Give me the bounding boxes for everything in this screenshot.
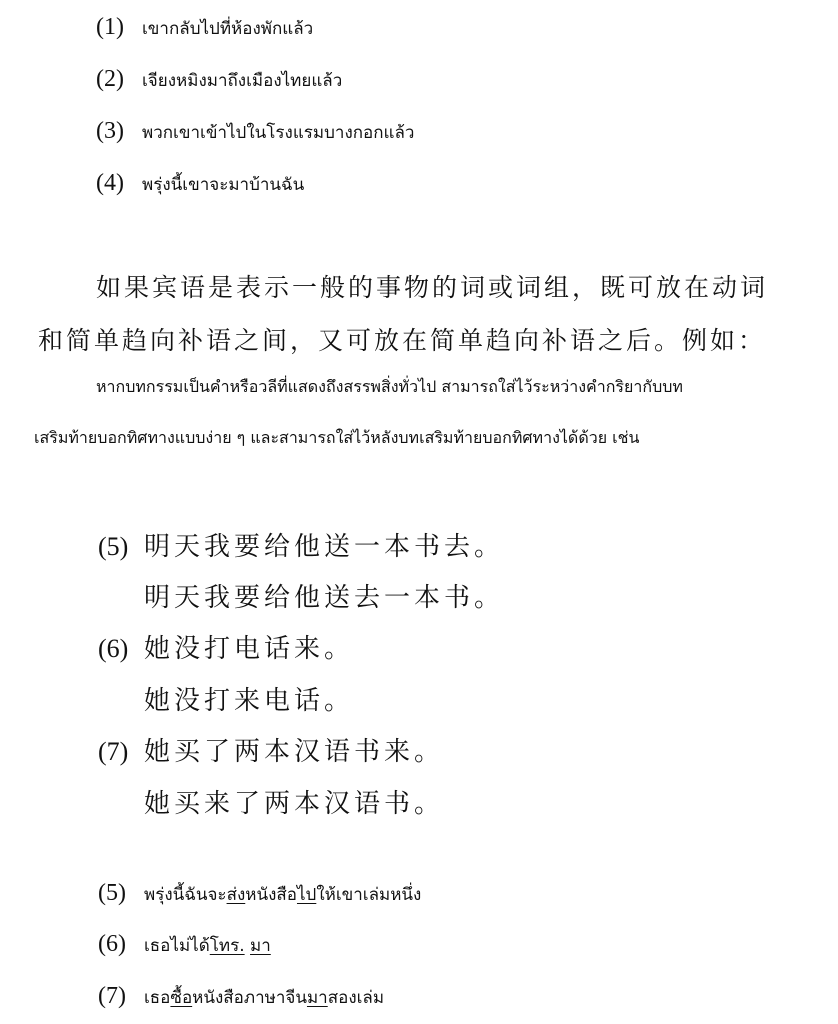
- thai-example-3: [96, 118, 414, 146]
- text-part: ให้เขาเล่มหนึ่ง: [316, 885, 422, 905]
- thai-translation-7: [98, 983, 384, 1011]
- example-text: 她买了两本汉语书来。: [144, 737, 445, 767]
- thai-example-2: [96, 66, 342, 94]
- thai-paragraph-line-1: หากบทกรรมเป็นคำหรือวลีที่แสดงถึงสรรพสิ่งทั่วไป สามารถใส่ไว้ระหว่างคำกริยากับบท: [96, 377, 683, 396]
- chinese-paragraph-line-2: 和简单趋向补语之间，又可放在简单趋向补语之后。例如：: [38, 326, 767, 355]
- underlined-verb: ซื้อ: [170, 988, 193, 1008]
- text-part: หนังสือ: [245, 885, 297, 905]
- example-text: 她没打电话来。: [144, 634, 355, 664]
- example-text: เขากลับไปที่ห้องพักแล้ว: [142, 19, 314, 39]
- example-number: (6): [98, 931, 126, 957]
- example-number: (7): [98, 983, 126, 1009]
- underlined-verb: โทร.: [209, 936, 245, 956]
- example-number: (6): [98, 634, 129, 663]
- thai-example-4: [96, 170, 304, 198]
- example-number: (1): [96, 14, 124, 40]
- example-text: เจียงหมิงมาถึงเมืองไทยแล้ว: [142, 71, 343, 91]
- example-text: 明天我要给他送一本书去。: [144, 532, 505, 562]
- chinese-example-7a: [98, 731, 444, 768]
- text-part: เธอไม่ได้: [144, 936, 210, 956]
- thai-translation-6: [98, 931, 271, 959]
- underlined-verb: ส่ง: [226, 885, 246, 905]
- underlined-direction: มา: [250, 936, 271, 956]
- chinese-example-6a: [98, 628, 354, 665]
- text-part: หนังสือภาษาจีน: [192, 988, 307, 1008]
- thai-translation-5: [98, 880, 421, 908]
- chinese-example-6b: 她没打来电话。: [144, 686, 355, 716]
- example-number: (5): [98, 532, 129, 561]
- thai-example-1: [96, 14, 313, 42]
- chinese-paragraph-line-1: 如果宾语是表示一般的事物的词或词组，既可放在动词: [96, 273, 769, 302]
- example-number: (2): [96, 66, 124, 92]
- text-part: สองเล่ม: [327, 988, 385, 1008]
- text-part: เธอ: [144, 988, 171, 1008]
- example-number: (4): [96, 170, 124, 196]
- thai-paragraph-line-2: เสริมท้ายบอกทิศทางแบบง่าย ๆ และสามารถใส่ไว้หลังบทเสริมท้ายบอกทิศทางได้ด้วย เช่น: [34, 428, 640, 447]
- example-text: พวกเขาเข้าไปในโรงแรมบางกอกแล้ว: [142, 123, 415, 143]
- underlined-direction: ไป: [296, 885, 317, 905]
- chinese-example-7b: 她买来了两本汉语书。: [144, 789, 445, 819]
- underlined-direction: มา: [306, 988, 328, 1008]
- chinese-example-5a: [98, 526, 504, 563]
- chinese-example-5b: 明天我要给他送去一本书。: [144, 583, 505, 613]
- example-number: (7): [98, 737, 129, 766]
- example-number: (5): [98, 880, 126, 906]
- example-text: พรุ่งนี้เขาจะมาบ้านฉัน: [142, 175, 305, 195]
- example-number: (3): [96, 118, 124, 144]
- text-part: พรุ่งนี้ฉันจะ: [144, 885, 227, 905]
